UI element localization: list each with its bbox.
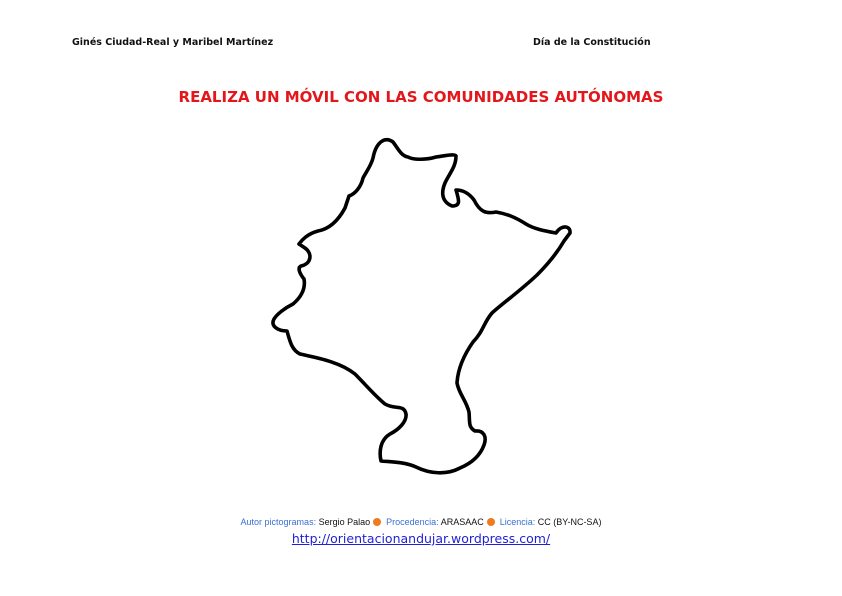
credits-line [0,517,842,527]
page-title: REALIZA UN MÓVIL CON LAS COMUNIDADES AUTÓNOMAS [178,88,664,106]
website-link[interactable]: http://orientacionandujar.wordpress.com/ [291,531,551,546]
website-url [0,531,842,546]
source-label: Procedencia: [386,517,439,527]
region-outline [273,140,570,473]
author-label: Autor pictogramas: [240,517,317,527]
header-authors: Ginés Ciudad-Real y Maribel Martínez [72,37,274,48]
author-value: Sergio Palao [318,517,371,527]
orange-bullet-icon [373,518,381,526]
header-topic: Día de la Constitución [533,37,651,48]
license-label: Licencia: [499,517,536,527]
license-value: CC (BY-NC-SA) [537,517,602,527]
source-value: ARASAAC [440,517,484,527]
orange-bullet-icon [487,518,495,526]
